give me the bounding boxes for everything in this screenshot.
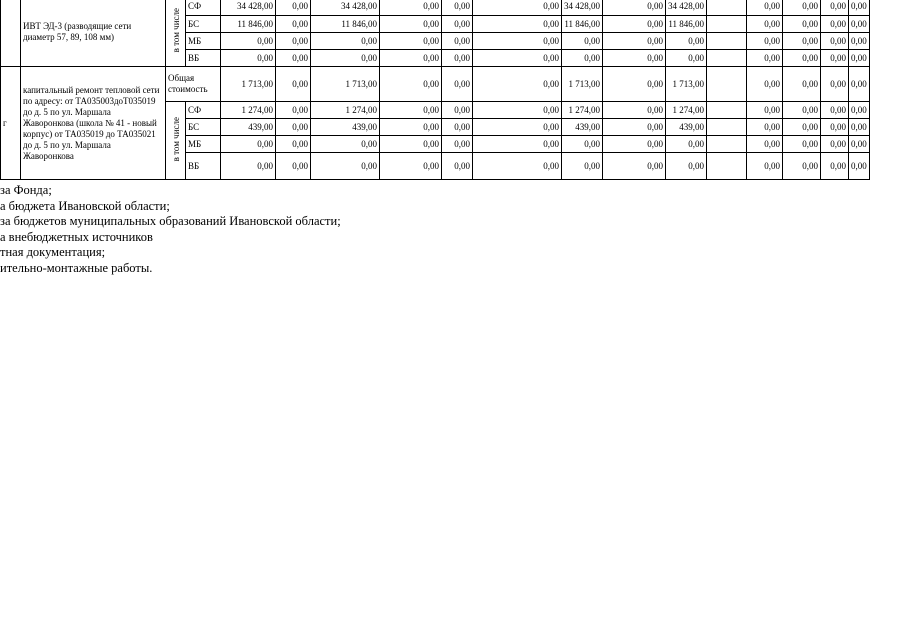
- value-cell: 0,00: [276, 50, 311, 67]
- value-cell: 0,00: [276, 136, 311, 153]
- source-code: БС: [186, 119, 221, 136]
- value-cell: 0,00: [849, 0, 870, 16]
- value-cell: 0,00: [442, 67, 473, 102]
- source-code: МБ: [186, 33, 221, 50]
- value-cell: 0,00: [276, 67, 311, 102]
- value-cell: 0,00: [380, 67, 442, 102]
- value-cell: 0,00: [821, 119, 849, 136]
- source-code: СФ: [186, 0, 221, 16]
- value-cell: 0,00: [276, 16, 311, 33]
- value-cell: 1 274,00: [666, 102, 707, 119]
- value-cell: [707, 119, 747, 136]
- value-cell: 0,00: [473, 33, 562, 50]
- financing-table: [0, 0, 870, 180]
- value-cell: [707, 102, 747, 119]
- value-cell: 0,00: [276, 119, 311, 136]
- value-cell: 34 428,00: [311, 0, 380, 16]
- value-cell: 0,00: [821, 136, 849, 153]
- value-cell: 1 274,00: [311, 102, 380, 119]
- value-cell: 0,00: [603, 67, 666, 102]
- value-cell: 0,00: [562, 136, 603, 153]
- in-total-label: в том числе: [166, 0, 186, 67]
- value-cell: [707, 16, 747, 33]
- value-cell: 0,00: [221, 136, 276, 153]
- legend-line: а внебюджетных источников: [0, 229, 153, 244]
- value-cell: 0,00: [442, 102, 473, 119]
- value-cell: 0,00: [221, 33, 276, 50]
- legend-line: ительно-монтажные работы.: [0, 260, 153, 275]
- value-cell: [707, 67, 747, 102]
- value-cell: 0,00: [783, 119, 821, 136]
- value-cell: 0,00: [666, 136, 707, 153]
- value-cell: 1 713,00: [562, 67, 603, 102]
- value-cell: 11 846,00: [562, 16, 603, 33]
- value-cell: 0,00: [380, 119, 442, 136]
- table-body: [1, 0, 870, 180]
- value-cell: 0,00: [747, 50, 783, 67]
- value-cell: 0,00: [562, 153, 603, 180]
- value-cell: 0,00: [603, 33, 666, 50]
- value-cell: 0,00: [783, 153, 821, 180]
- value-cell: 11 846,00: [666, 16, 707, 33]
- value-cell: 1 274,00: [562, 102, 603, 119]
- row-mark-cell: [1, 0, 21, 67]
- source-code: ВБ: [186, 50, 221, 67]
- value-cell: 0,00: [442, 33, 473, 50]
- value-cell: 0,00: [380, 102, 442, 119]
- table-row: [1, 0, 870, 16]
- value-cell: 0,00: [849, 102, 870, 119]
- value-cell: 0,00: [380, 0, 442, 16]
- value-cell: 0,00: [603, 153, 666, 180]
- value-cell: 0,00: [747, 16, 783, 33]
- value-cell: 0,00: [747, 119, 783, 136]
- value-cell: 439,00: [221, 119, 276, 136]
- value-cell: 0,00: [821, 0, 849, 16]
- value-cell: 0,00: [442, 50, 473, 67]
- value-cell: 0,00: [473, 136, 562, 153]
- value-cell: 0,00: [442, 136, 473, 153]
- value-cell: 0,00: [603, 119, 666, 136]
- legend-notes: [0, 183, 341, 276]
- value-cell: 0,00: [666, 33, 707, 50]
- value-cell: 0,00: [783, 33, 821, 50]
- value-cell: 0,00: [380, 50, 442, 67]
- value-cell: 1 713,00: [311, 67, 380, 102]
- value-cell: 0,00: [380, 153, 442, 180]
- value-cell: 34 428,00: [221, 0, 276, 16]
- row-mark: г: [1, 67, 21, 180]
- value-cell: 0,00: [221, 153, 276, 180]
- value-cell: 0,00: [747, 33, 783, 50]
- value-cell: 0,00: [821, 33, 849, 50]
- value-cell: 0,00: [562, 33, 603, 50]
- value-cell: [707, 136, 747, 153]
- value-cell: 0,00: [849, 119, 870, 136]
- value-cell: 0,00: [473, 16, 562, 33]
- object-description: ИВТ ЭД-3 (разводящие сети диаметр 57, 89, 108 мм): [21, 0, 166, 67]
- value-cell: 11 846,00: [311, 16, 380, 33]
- value-cell: 0,00: [276, 33, 311, 50]
- value-cell: 0,00: [849, 33, 870, 50]
- value-cell: 0,00: [276, 0, 311, 16]
- value-cell: 0,00: [783, 0, 821, 16]
- value-cell: 0,00: [849, 50, 870, 67]
- value-cell: 0,00: [473, 153, 562, 180]
- value-cell: [707, 50, 747, 67]
- table-row: [1, 67, 870, 102]
- value-cell: 0,00: [603, 0, 666, 16]
- value-cell: 0,00: [783, 136, 821, 153]
- value-cell: 0,00: [311, 50, 380, 67]
- source-code: СФ: [186, 102, 221, 119]
- value-cell: 0,00: [473, 67, 562, 102]
- value-cell: 0,00: [747, 0, 783, 16]
- value-cell: 0,00: [562, 50, 603, 67]
- value-cell: 34 428,00: [562, 0, 603, 16]
- value-cell: 11 846,00: [221, 16, 276, 33]
- value-cell: 0,00: [821, 102, 849, 119]
- value-cell: 0,00: [380, 16, 442, 33]
- value-cell: 0,00: [783, 16, 821, 33]
- value-cell: 0,00: [473, 50, 562, 67]
- value-cell: 0,00: [473, 102, 562, 119]
- value-cell: 0,00: [666, 50, 707, 67]
- value-cell: 0,00: [849, 67, 870, 102]
- value-cell: 0,00: [821, 153, 849, 180]
- value-cell: 439,00: [666, 119, 707, 136]
- value-cell: 0,00: [783, 102, 821, 119]
- value-cell: 0,00: [473, 0, 562, 16]
- value-cell: 0,00: [442, 0, 473, 16]
- legend-line: за бюджетов муниципальных образований Ивановской области;: [0, 214, 341, 228]
- value-cell: 0,00: [747, 67, 783, 102]
- value-cell: 0,00: [603, 136, 666, 153]
- value-cell: 0,00: [821, 67, 849, 102]
- value-cell: 34 428,00: [666, 0, 707, 16]
- value-cell: 0,00: [747, 153, 783, 180]
- value-cell: 0,00: [380, 33, 442, 50]
- object-description: капитальный ремонт тепловой сети по адресу: от ТА035003доТ035019 до д. 5 по ул. Маршала Жаворонкова (школа № 41 - новый корпус) от ТА035019 до ТА035021 до д. 5 по ул. Маршала Жаворонкова: [21, 67, 166, 180]
- source-code: МБ: [186, 136, 221, 153]
- value-cell: 0,00: [311, 153, 380, 180]
- value-cell: 0,00: [311, 136, 380, 153]
- value-cell: 1 713,00: [221, 67, 276, 102]
- value-cell: 0,00: [747, 136, 783, 153]
- source-code: ВБ: [186, 153, 221, 180]
- value-cell: 0,00: [442, 153, 473, 180]
- value-cell: 0,00: [380, 136, 442, 153]
- value-cell: 1 713,00: [666, 67, 707, 102]
- in-total-label: в том числе: [166, 102, 186, 180]
- value-cell: 0,00: [821, 16, 849, 33]
- value-cell: 1 274,00: [221, 102, 276, 119]
- value-cell: 0,00: [603, 102, 666, 119]
- value-cell: [707, 0, 747, 16]
- value-cell: 0,00: [276, 153, 311, 180]
- value-cell: 0,00: [849, 136, 870, 153]
- value-cell: 0,00: [442, 119, 473, 136]
- value-cell: 0,00: [783, 50, 821, 67]
- value-cell: 0,00: [666, 153, 707, 180]
- value-cell: [707, 153, 747, 180]
- value-cell: 0,00: [473, 119, 562, 136]
- value-cell: 0,00: [849, 153, 870, 180]
- value-cell: 0,00: [747, 102, 783, 119]
- value-cell: [707, 33, 747, 50]
- value-cell: 0,00: [821, 50, 849, 67]
- value-cell: 0,00: [849, 16, 870, 33]
- value-cell: 0,00: [442, 16, 473, 33]
- value-cell: 0,00: [311, 33, 380, 50]
- value-cell: 0,00: [276, 102, 311, 119]
- value-cell: 0,00: [603, 50, 666, 67]
- value-cell: 0,00: [783, 67, 821, 102]
- source-code: БС: [186, 16, 221, 33]
- total-cost-label: Общая стоимость: [166, 67, 221, 102]
- legend-line: за Фонда;: [0, 183, 52, 197]
- legend-line: а бюджета Ивановской области;: [0, 198, 170, 213]
- value-cell: 0,00: [603, 16, 666, 33]
- value-cell: 439,00: [311, 119, 380, 136]
- legend-line: тная документация;: [0, 245, 106, 259]
- value-cell: 0,00: [221, 50, 276, 67]
- value-cell: 439,00: [562, 119, 603, 136]
